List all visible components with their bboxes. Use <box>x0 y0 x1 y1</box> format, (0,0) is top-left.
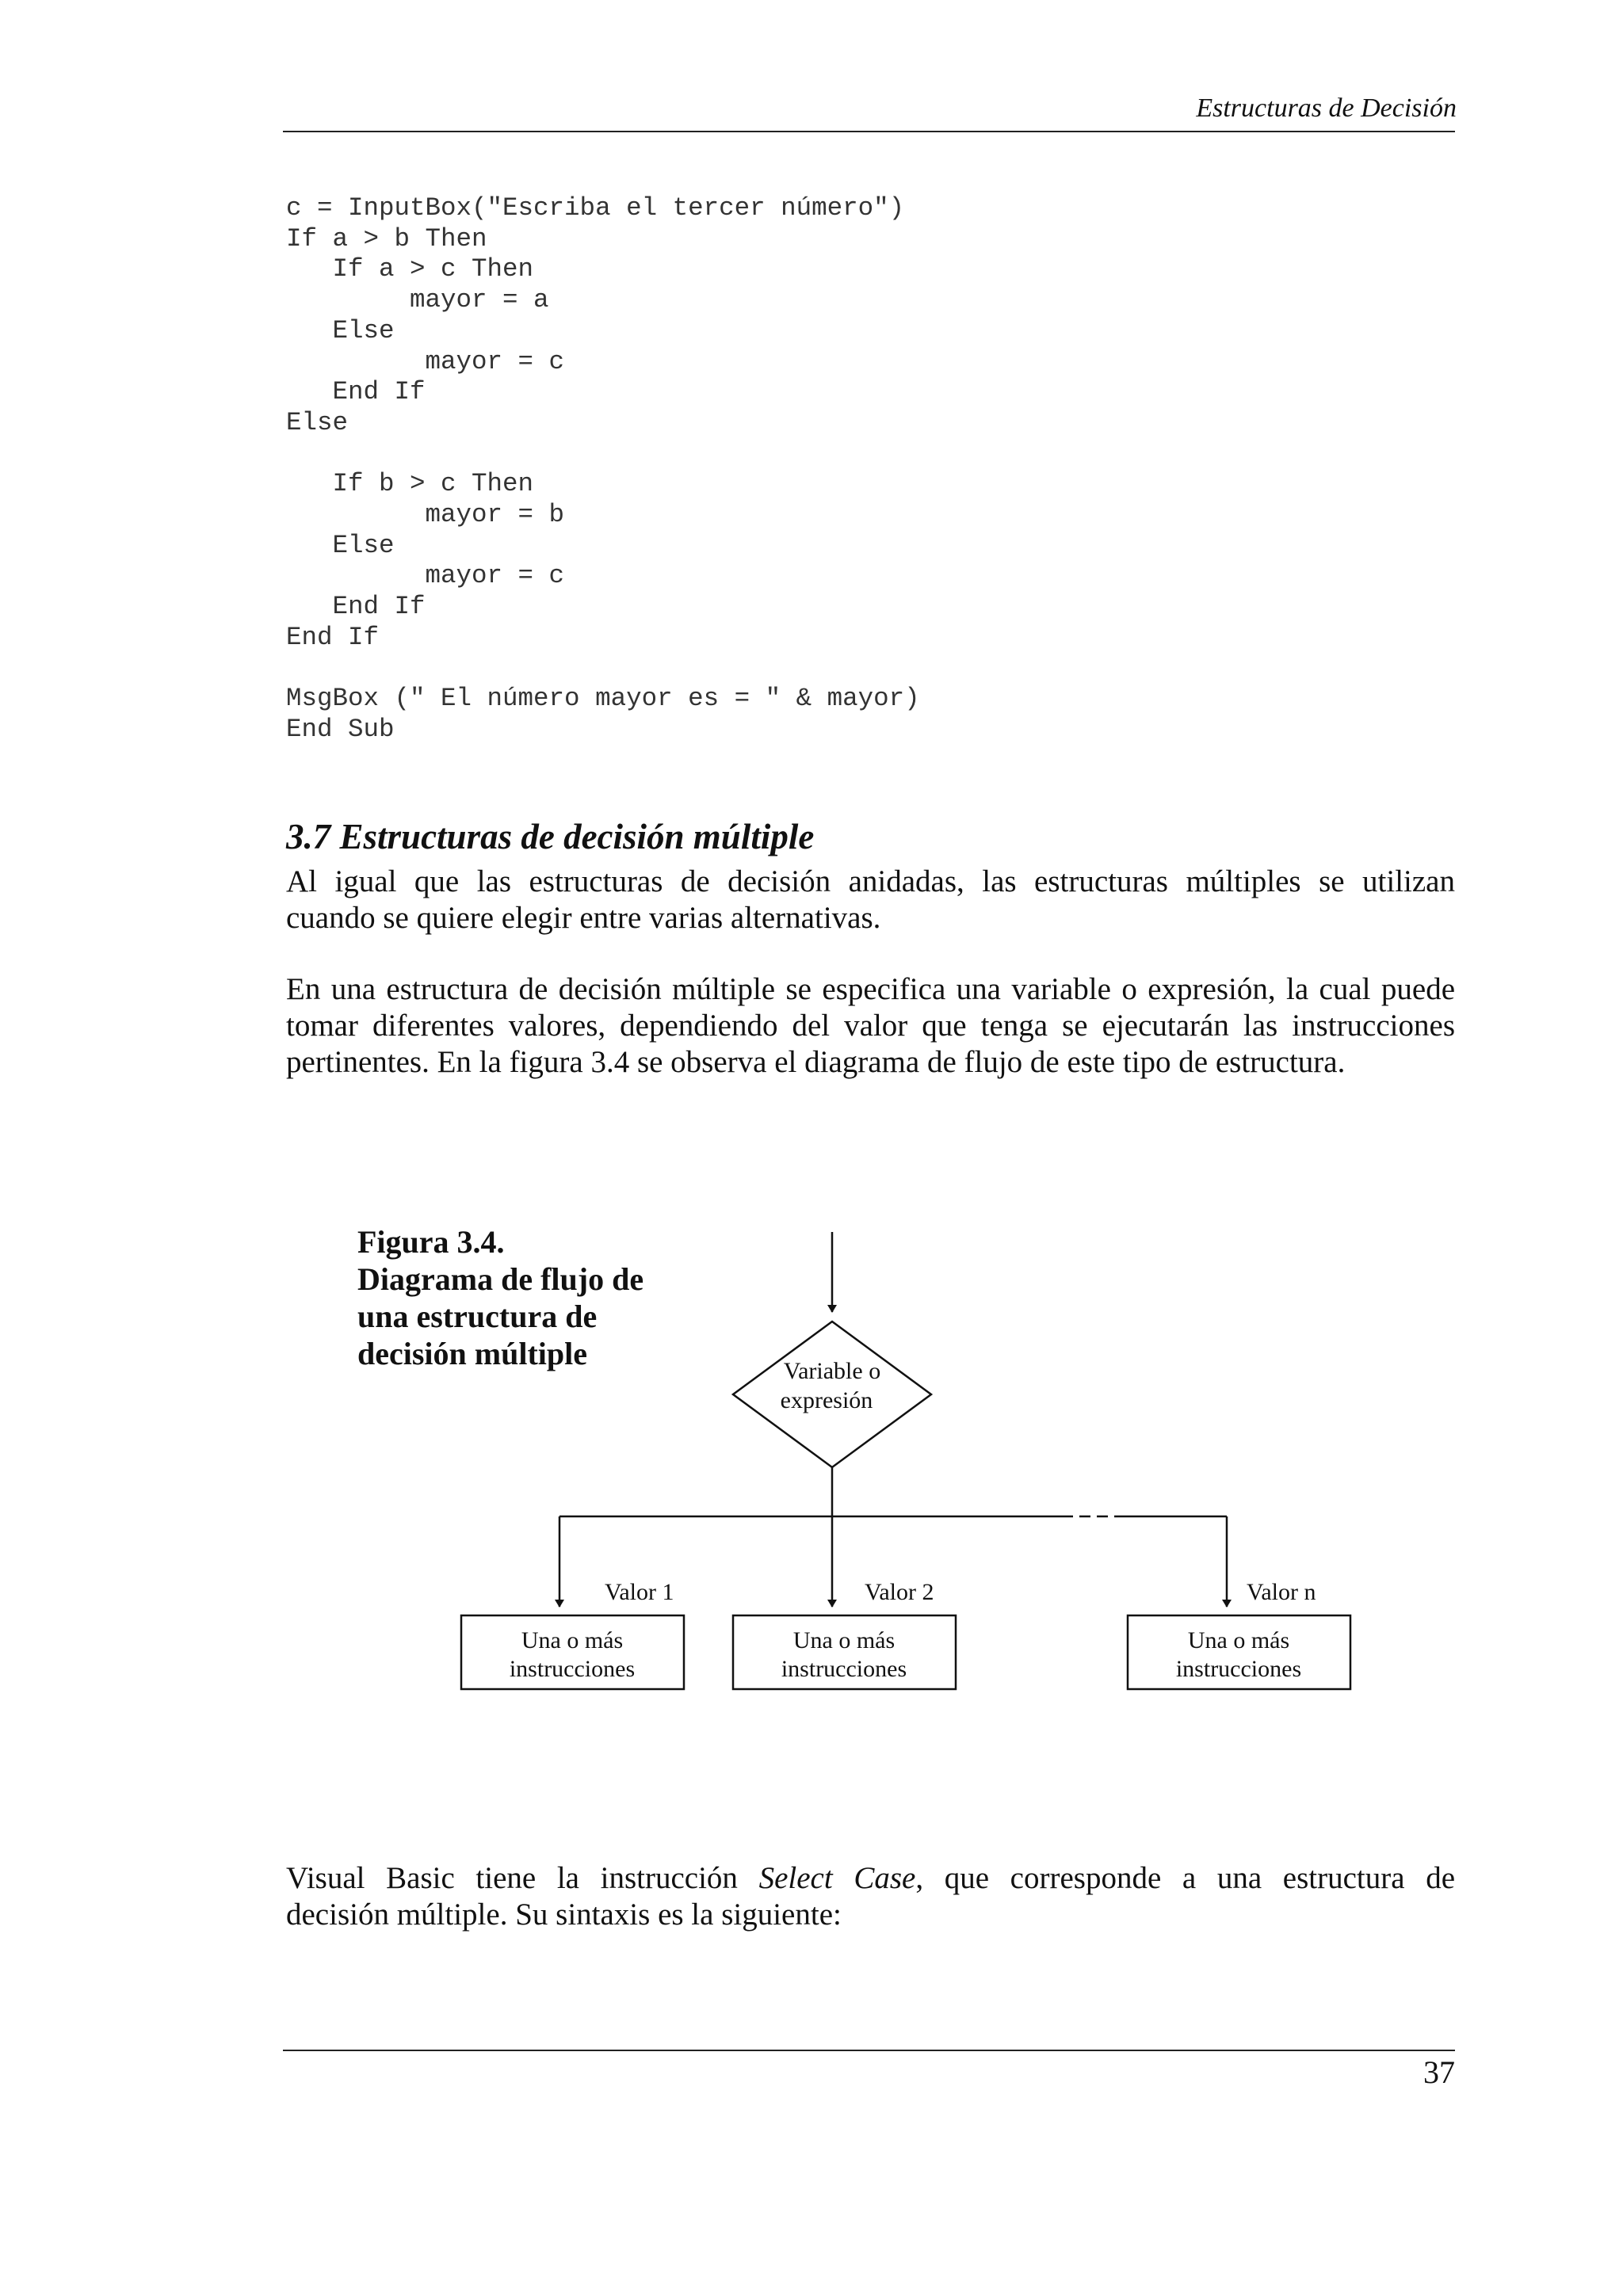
figure-caption-line: decisión múltiple <box>357 1336 588 1371</box>
paragraph-line: tomar diferentes valores, dependiendo del valor que tenga se ejecutarán las instrucciones <box>286 1009 1455 1043</box>
closing-keyword: Select Case <box>758 1861 916 1895</box>
paragraph-line: decisión múltiple. Su sintaxis es la siguiente: <box>286 1897 842 1932</box>
code-line: c = InputBox("Escriba el tercer número") <box>286 193 905 223</box>
code-line: End If <box>286 377 426 407</box>
paragraph-closing <box>286 1860 1455 1933</box>
code-line: Else <box>286 407 349 437</box>
figure-caption-line: Figura 3.4. <box>357 1224 505 1260</box>
decision-label-line: Variable o <box>783 1358 881 1384</box>
closing-text: Visual Basic tiene la instrucción <box>286 1861 759 1895</box>
code-line: End If <box>286 592 426 622</box>
closing-text: , que corresponde a una estructura de <box>915 1861 1456 1895</box>
decision-label-line: expresión <box>780 1387 873 1413</box>
paragraph-line: En una estructura de decisión múltiple se especifica una variable o expresión, la cual puede <box>286 972 1455 1006</box>
branch-label-1: Valor 1 <box>605 1579 674 1605</box>
code-line: MsgBox (" El número mayor es = " & mayor) <box>286 684 920 714</box>
instruction-box-line: Una o más <box>792 1627 896 1653</box>
running-header: Estructuras de Decisión <box>1196 93 1457 123</box>
code-line: Else <box>286 315 395 345</box>
figure-caption-line: Diagrama de flujo de <box>357 1261 644 1297</box>
code-line: Else <box>286 530 395 560</box>
code-line: mayor = a <box>286 285 549 315</box>
paragraph-line: pertinentes. En la figura 3.4 se observa el diagrama de flujo de este tipo de estructura. <box>286 1045 1346 1079</box>
code-line: If b > c Then <box>286 469 534 499</box>
instruction-box-line: Una o más <box>521 1627 624 1653</box>
instruction-box-line: Una o más <box>1187 1627 1290 1653</box>
figure-caption-line: una estructura de <box>357 1299 598 1334</box>
code-line: mayor = b <box>286 500 565 530</box>
footer-divider <box>283 2050 1455 2051</box>
page-number: 37 <box>1423 2054 1455 2090</box>
code-line: If a > c Then <box>286 254 534 284</box>
paragraph-line <box>286 1860 1455 1897</box>
branch-label-n: Valor n <box>1247 1579 1316 1605</box>
code-line: mayor = c <box>286 561 565 591</box>
code-line: If a > b Then <box>286 223 487 254</box>
paragraph-line: cuando se quiere elegir entre varias alternativas. <box>286 901 881 935</box>
code-line: mayor = c <box>286 346 565 376</box>
instruction-box-line: instrucciones <box>1175 1656 1302 1682</box>
section-heading: 3.7 Estructuras de decisión múltiple <box>286 817 815 856</box>
branch-label-2: Valor 2 <box>865 1579 934 1605</box>
instruction-box-line: instrucciones <box>781 1656 907 1682</box>
code-line: End If <box>286 622 380 652</box>
paragraph-line: Al igual que las estructuras de decisión anidadas, las estructuras múltiples se utilizan <box>286 864 1455 898</box>
code-line: End Sub <box>286 714 395 744</box>
instruction-box-line: instrucciones <box>509 1656 636 1682</box>
